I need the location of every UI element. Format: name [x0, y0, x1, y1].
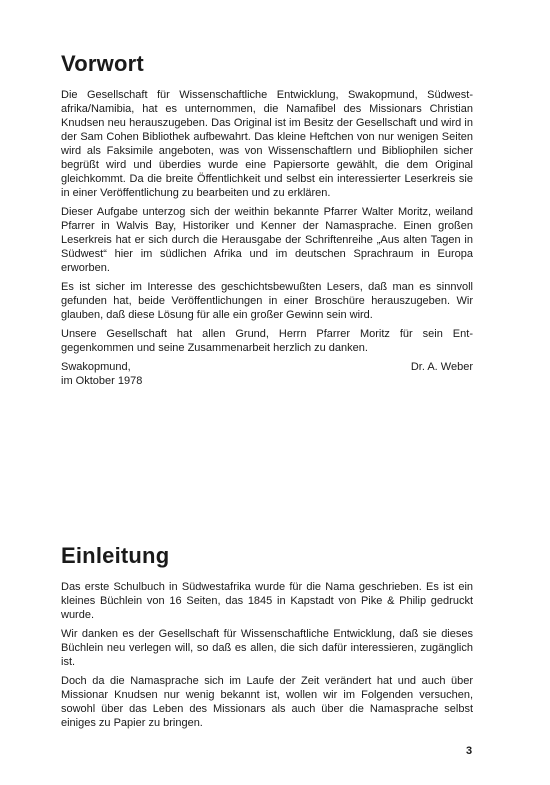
vorwort-section	[61, 50, 473, 388]
einleitung-section	[61, 542, 473, 735]
einleitung-paragraph-2: Wir danken es der Gesellschaft für Wissenschaftliche Entwicklung, daß sie dieses Büchlein neu verlegen will, so daß es allen, die sich dafür interessieren, zugänglich ist.	[61, 628, 473, 668]
einleitung-paragraph-3: Doch da die Namasprache sich im Laufe der Zeit verändert hat und auch über Missionar Knudsen nur wenig bekannt ist, wollen wir im Folgenden versuchen, sowohl über das Leben des Missionars als auch über die Namasprache selbst einiges zu Papier zu bringen.	[61, 675, 473, 729]
date-text: im Oktober 1978	[61, 375, 143, 387]
signature-block	[61, 360, 473, 388]
einleitung-heading: Einleitung	[61, 543, 170, 568]
vorwort-paragraph-3: Es ist sicher im Interesse des geschichtsbewußten Lesers, daß man es sinnvoll gefunden hat, beide Veröffentlichungen in einer Broschüre herauszugeben. Wir glauben, daß diese Lösung für alle ein großer Gewinn sein wird.	[61, 281, 473, 321]
einleitung-paragraph-1: Das erste Schulbuch in Südwestafrika wurde für die Nama geschrieben. Es ist ein kleines Büchlein von 16 Seiten, das 1845 in Kapstadt von Pike & Philip gedruckt wurde.	[61, 581, 473, 621]
place-date	[61, 360, 142, 388]
page-number: 3	[466, 745, 473, 757]
signature-name: Dr. A. Weber	[410, 361, 473, 373]
vorwort-heading: Vorwort	[61, 51, 144, 76]
place-text: Swakopmund,	[61, 361, 131, 373]
vorwort-paragraph-4: Unsere Gesellschaft hat allen Grund, Herrn Pfarrer Moritz für sein Entgegenkommen und seine Zusammenarbeit herzlich zu danken.	[61, 328, 473, 354]
vorwort-paragraph-2: Dieser Aufgabe unterzog sich der weithin bekannte Pfarrer Walter Moritz, weiland Pfarrer in Walvis Bay, Historiker und Kenner der Namasprache. Einen großen Leserkreis hat er sich durch die Herausgabe der Schriftenreihe „Aus alten Tagen in Südwest“ hier im südlichen Afrika und im deutschen Sprachraum in Europa erworben.	[61, 206, 473, 274]
vorwort-paragraph-1: Die Gesellschaft für Wissenschaftliche Entwicklung, Swakopmund, Südwestafrika/Namibia, hat es unternommen, die Namafibel des Missionars Christian Knudsen neu herauszugeben. Das Original ist im Besitz der Gesellschaft und wird in der Sam Cohen Bibliothek aufbewahrt. Das kleine Heftchen von nur wenigen Seiten wird als Faksimile angeboten, was von Wissenschaftlern und Bibliophilen sicher begrüßt wird und überdies wurde eine Papiersorte gewählt, die dem Original gleichkommt. Da die breite Öffentlichkeit und selbst ein interessierter Leserkreis sie in einer Veröffentlichung zu bearbeiten und zu erklären.	[61, 89, 473, 199]
